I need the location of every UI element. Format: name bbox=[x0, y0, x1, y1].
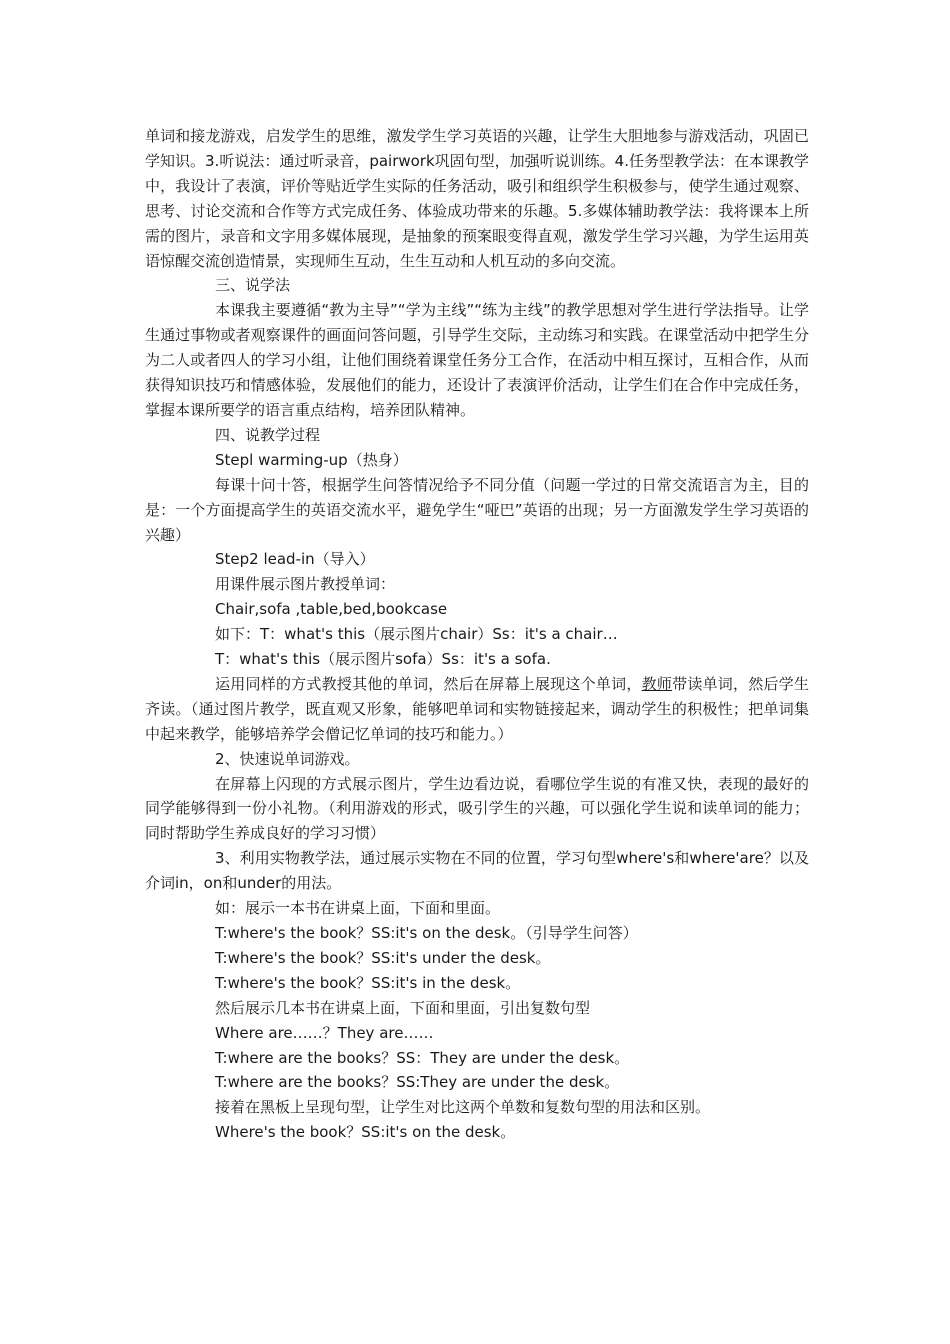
paragraph-teaching-methods: 单词和接龙游戏，启发学生的思维，激发学生学习英语的兴趣，让学生大胆地参与游戏活动，巩固已学知识。3.听说法：通过听录音，pairwork巩固句型，加强听说训练。4.任务型教学法：在本课教学中，我设计了表演，评价等贴近学生实际的任务活动，吸引和组织学生积极参与，使学生通过观察、思考、讨论交流和合作等方式完成任务、体验成功带来的乐趣。5.多媒体辅助教学法：我将课本上所需的图片，录音和文字用多媒体展现，是抽象的预案眼变得直观，激发学生学习兴趣，为学生运用英语惊醒交流创造情景，实现师生互动，生生互动和人机互动的多向交流。 bbox=[145, 127, 809, 270]
dialogue-in-desk: T:where's the book？SS:it's in the desk。 bbox=[215, 973, 521, 992]
dialogue-under-desk: T:where's the book？SS:it's under the desk。 bbox=[215, 948, 551, 967]
plural-pattern: Where are……？They are…… bbox=[215, 1023, 434, 1042]
text-segment: 带读单词，然后学生齐读。（通过图片教学，既直观又形象，能够吧单词和实物链接起来，调动学生的积极性；把单词集中起来教学，能够培养学会僧记忆单词的技巧和能力。） bbox=[145, 674, 809, 743]
dialogue-sofa: T：what's this（展示图片sofa）Ss：it's a sofa. bbox=[215, 650, 551, 669]
dialogue-final: Where's the book？SS:it's on the desk。 bbox=[215, 1123, 516, 1142]
paragraph-learning-methods: 本课我主要遵循“教为主导”“学为主线”“练为主线”的教学思想对学生进行学法指导。让学生通过事物或者观察课件的画面问答问题，引导学生交际，主动练习和实践。在课堂活动中把学生分为二人或者四人的学习小组，让他们围绕着课堂任务分工合作，在活动中相互探讨，互相合作，从而获得知识技巧和情感体验，发展他们的能力，还设计了表演评价活动，让学生们在合作中完成任务，掌握本课所要学的语言重点结构，培养团队精神。 bbox=[145, 301, 809, 419]
paragraph-word-game: 在屏幕上闪现的方式展示图片，学生边看边说，看哪位学生说的有准又快，表现的最好的同学能够得到一份小礼物。（利用游戏的形式，吸引学生的兴趣，可以强化学生说和读单词的能力；同时帮助学生养成良好的学习习惯） bbox=[145, 774, 809, 843]
step2-heading: Step2 lead-in（导入） bbox=[215, 550, 375, 569]
step1-heading: Stepl warming-up（热身） bbox=[215, 450, 408, 469]
paragraph-warmup: 每课十问十答，根据学生问答情况给予不同分值（问题一学过的日常交流语言为主，目的是：一个方面提高学生的英语交流水平，避免学生“哑巴”英语的出现；另一方面激发学生学习英语的兴趣） bbox=[145, 475, 809, 544]
heading-learning-methods: 三、说学法 bbox=[215, 276, 291, 295]
dialogue-chair: 如下：T：what's this（展示图片chair）Ss：it's a chair… bbox=[215, 625, 618, 644]
dialogue-on-desk: T:where's the book？SS:it's on the desk。（引导学生问答） bbox=[215, 924, 638, 942]
text-segment: 运用同样的方式教授其他的单词，然后在屏幕上展现这个单词， bbox=[215, 674, 642, 693]
heading-teaching-process: 四、说教学过程 bbox=[215, 425, 321, 444]
vocabulary-list: Chair,sofa ,table,bed,bookcase bbox=[215, 600, 448, 619]
paragraph-teach-words bbox=[145, 672, 809, 747]
document-body bbox=[145, 124, 809, 1145]
dialogue-plural-1: T:where are the books？SS：They are under the desk。 bbox=[215, 1048, 630, 1067]
paragraph-compare: 接着在黑板上呈现句型，让学生对比这两个单数和复数句型的用法和区别。 bbox=[215, 1098, 711, 1117]
paragraph-plural-intro: 然后展示几本书在讲桌上面，下面和里面，引出复数句型 bbox=[215, 998, 591, 1017]
paragraph-show-pictures: 用课件展示图片教授单词： bbox=[215, 575, 396, 594]
heading-word-game: 2、快速说单词游戏。 bbox=[215, 749, 360, 768]
paragraph-realia-method: 3、利用实物教学法，通过展示实物在不同的位置，学习句型where's和where'are？以及介词in，on和under的用法。 bbox=[145, 849, 809, 893]
teacher-link[interactable]: 教师 bbox=[641, 674, 673, 693]
dialogue-plural-2: T:where are the books？SS:They are under the desk。 bbox=[215, 1073, 620, 1092]
example-intro: 如：展示一本书在讲桌上面，下面和里面。 bbox=[215, 899, 501, 918]
